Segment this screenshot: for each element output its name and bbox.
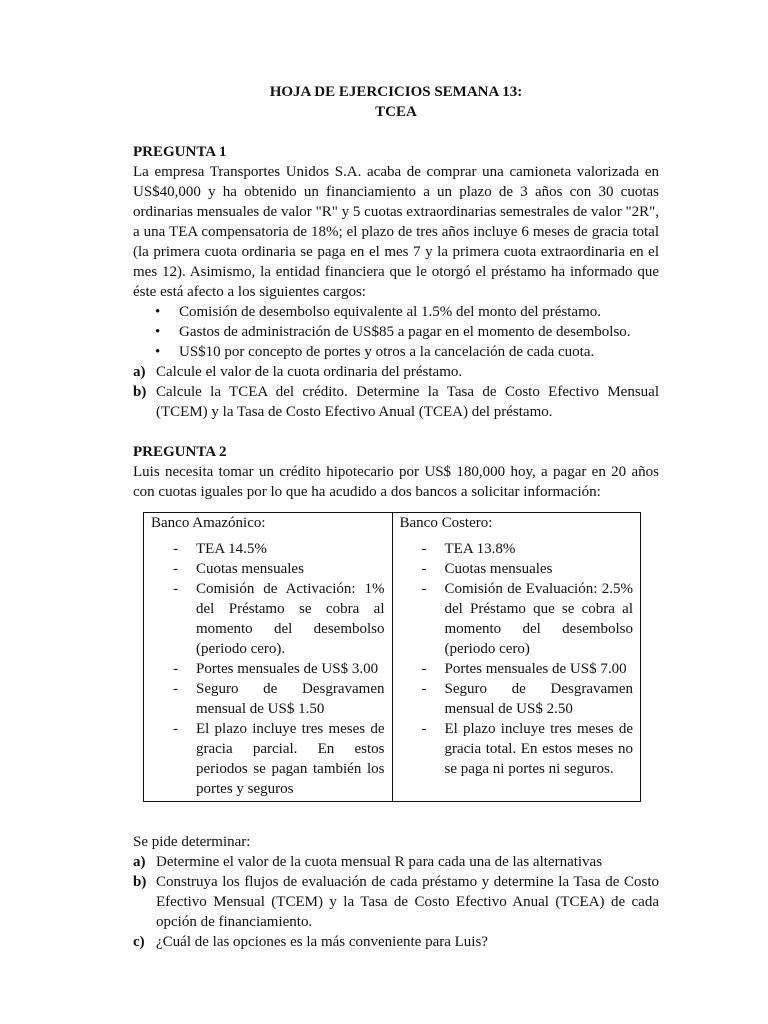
list-item-text: Determine el valor de la cuota mensual R para cada una de las alternativas <box>156 854 603 870</box>
list-item-text: Cuotas mensuales <box>196 561 304 577</box>
list-item-text: Portes mensuales de US$ 7.00 <box>444 661 627 677</box>
dash-icon: - <box>173 561 178 577</box>
list-item-text: Comisión de Activación: 1% del Préstamo se cobra al momento del desembolso (periodo cero). <box>196 581 385 657</box>
dash-icon: - <box>173 721 178 737</box>
bank-cell-costero <box>392 513 641 802</box>
list-item <box>133 362 659 382</box>
list-item <box>400 539 634 559</box>
list-item <box>133 382 659 422</box>
bank-comparison-table <box>143 512 641 802</box>
list-item-text: Comisión de desembolso equivalente al 1.5% del monto del préstamo. <box>179 304 601 320</box>
dash-icon: - <box>421 721 427 737</box>
question-1-tasks <box>133 362 659 422</box>
list-item <box>400 659 634 679</box>
dash-icon: - <box>173 581 178 597</box>
question-1-charges-list <box>133 302 659 362</box>
list-item <box>151 719 385 799</box>
list-item <box>151 579 385 659</box>
list-item-text: El plazo incluye tres meses de gracia total. En estos meses no se paga ni portes ni seguros. <box>444 721 633 777</box>
list-item <box>400 719 634 779</box>
bank-conditions-list <box>400 539 634 779</box>
item-letter: a) <box>133 854 146 870</box>
bank-name: Banco Amazónico: <box>151 515 266 531</box>
item-letter: b) <box>133 384 147 400</box>
list-item-text: Construya los flujos de evaluación de cada préstamo y determine la Tasa de Costo Efectivo Mensual (TCEM) y la Tasa de Costo Efectivo Anual (TCEA) de cada opción de financiamiento. <box>156 874 659 930</box>
question-2-intro: Luis necesita tomar un crédito hipotecario por US$ 180,000 hoy, a pagar en 20 años con cuotas iguales por lo que ha acudido a dos bancos a solicitar información: <box>133 464 659 500</box>
page-subtitle: TCEA <box>375 104 417 120</box>
list-item <box>133 932 659 952</box>
question-1-heading: PREGUNTA 1 <box>133 144 227 160</box>
dash-icon: - <box>421 541 427 557</box>
list-item-text: El plazo incluye tres meses de gracia parcial. En estos periodos se pagan también los portes y seguros <box>196 721 385 797</box>
bullet-icon: • <box>155 344 161 360</box>
dash-icon: - <box>173 661 178 677</box>
list-item <box>151 659 385 679</box>
list-item <box>400 579 634 659</box>
list-item <box>151 539 385 559</box>
list-item-text: Comisión de Evaluación: 2.5% del Préstamo que se cobra al momento del desembolso (periodo cero) <box>444 581 633 657</box>
list-item-text: Gastos de administración de US$85 a pagar en el momento de desembolso. <box>179 324 631 340</box>
dash-icon: - <box>173 541 178 557</box>
bank-conditions-list <box>151 539 385 799</box>
dash-icon: - <box>173 681 178 697</box>
list-item-text: Cuotas mensuales <box>444 561 553 577</box>
document-body <box>133 82 659 952</box>
question-2-heading: PREGUNTA 2 <box>133 444 227 460</box>
bank-cell-amazonico <box>144 513 393 802</box>
list-item-text: Calcule el valor de la cuota ordinaria del préstamo. <box>156 364 463 380</box>
list-item <box>400 679 634 719</box>
list-item <box>151 559 385 579</box>
item-letter: a) <box>133 364 146 380</box>
list-item <box>133 852 659 872</box>
dash-icon: - <box>421 681 427 697</box>
list-item-text: TEA 14.5% <box>196 541 267 557</box>
list-item <box>133 302 659 322</box>
list-item-text: Calcule la TCEA del crédito. Determine la Tasa de Costo Efectivo Mensual (TCEM) y la Tasa de Costo Efectivo Anual (TCEA) del préstamo. <box>156 384 659 420</box>
page-title: HOJA DE EJERCICIOS SEMANA 13: <box>269 84 523 100</box>
list-item-text: Seguro de Desgravamen mensual de US$ 1.50 <box>196 681 385 717</box>
question-2-tasks <box>133 852 659 952</box>
list-item <box>400 559 634 579</box>
item-letter: b) <box>133 874 147 890</box>
bullet-icon: • <box>155 304 161 320</box>
question-1-intro: La empresa Transportes Unidos S.A. acaba de comprar una camioneta valorizada en US$40,000 y ha obtenido un financiamiento a un plazo de 3 años con 30 cuotas ordinarias mensuales de valor "R" y 5 cuotas extraordinarias semestrales de valor "2R", a una TEA compensatoria de 18%; el plazo de tres años incluye 6 meses de gracia total (la primera cuota ordinaria se paga en el mes 7 y la primera cuota extraordinaria en el mes 12). Asimismo, la entidad financiera que le otorgó el préstamo ha informado que éste está afecto a los siguientes cargos: <box>133 164 659 300</box>
list-item <box>133 342 659 362</box>
list-item-text: Portes mensuales de US$ 3.00 <box>196 661 379 677</box>
dash-icon: - <box>421 661 427 677</box>
list-item-text: US$10 por concepto de portes y otros a la cancelación de cada cuota. <box>179 344 595 360</box>
list-item-text: ¿Cuál de las opciones es la más conveniente para Luis? <box>156 934 488 950</box>
list-item-text: TEA 13.8% <box>444 541 516 557</box>
dash-icon: - <box>421 581 427 597</box>
bullet-icon: • <box>155 324 161 340</box>
bank-name: Banco Costero: <box>399 515 493 531</box>
list-item <box>133 322 659 342</box>
item-letter: c) <box>133 934 145 950</box>
dash-icon: - <box>421 561 427 577</box>
question-2-ask: Se pide determinar: <box>133 834 251 850</box>
list-item-text: Seguro de Desgravamen mensual de US$ 2.50 <box>444 681 633 717</box>
list-item <box>151 679 385 719</box>
list-item <box>133 872 659 932</box>
